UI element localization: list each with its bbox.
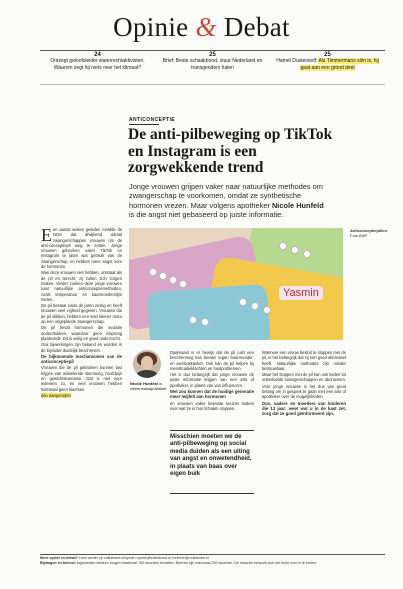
author-byline — [130, 381, 168, 391]
drop-cap: E — [41, 225, 52, 245]
footer-text: Ingezonden stukken mogen maximaal 750 woorden bevatten. Brieven zijn maximaal 200 woorden. De redactie behoudt zich het recht voor in te korten. — [76, 560, 317, 565]
pullquote-rule-bottom — [170, 493, 254, 494]
highlighted-text: dan aangeraden — [41, 392, 71, 398]
teaser-item[interactable] — [155, 52, 270, 78]
caption-credit: Foto ANP — [350, 233, 368, 238]
pill-brand-label: Yasmin — [279, 286, 323, 300]
section-masthead — [0, 12, 403, 43]
pill — [201, 318, 209, 326]
teaser-item[interactable] — [40, 52, 155, 78]
article-intro — [129, 182, 329, 219]
body-paragraph: Wanneer een vrouw besluit te stoppen met de pil, is het belangrijk dat zij een goed alternatief heeft. Natuurlijke methodes zijn minder betrouwbaar. — [262, 350, 346, 371]
body-column-left — [41, 227, 122, 399]
masthead-word-debat: Debat — [223, 12, 290, 42]
body-closing: Dus, vaders en moeders van kinderen die 12 jaar: weet wat u in de kast zet, zorg dat ze goed geïnformeerd zijn. — [262, 400, 346, 417]
intro-text: Jonge vrouwen grijpen vaker naar natuurlijke methodes om zwangerschap te voorkomen, omdat ze synthetische hormonen vrezen. Maar volgens apotheker — [129, 182, 323, 210]
masthead-word-opinie: Opinie — [113, 12, 189, 42]
article-photo — [129, 228, 343, 340]
pill — [179, 280, 187, 288]
body-paragraph: Vrouwen die de pil gebruiken kunnen last krijgen van wisselende stemming, hoofdpijn en gewichtstoename. Dat is niet voor iedereen zo, en veel vrouwen hebben helemaal geen klachten. — [41, 365, 122, 392]
footer-text: Lees verder op volkskrant.nl/opinie | opinie@volkskrant.nl | brieven@volkskrant.nl — [78, 556, 209, 560]
pill — [279, 242, 287, 250]
article-kicker: ANTICONCEPTIE — [129, 117, 176, 123]
pill — [251, 302, 259, 310]
body-paragraph: Daarnaast is er bewijs dat de pil juist een bescherming kan bieden tegen baarmoeder- en eierstokkanker. Ook kan de pil helpen bij menstruatieklachten en huidproblemen. — [170, 350, 254, 371]
header-rule — [40, 50, 385, 51]
body-paragraph: Ook bijwerkingen zijn bekend en worden in de bijsluiter duidelijk beschreven. — [41, 342, 122, 353]
article-headline: De anti-pilbeweging op TikTok en Instagram is een zorgwekkende trend — [128, 126, 333, 176]
pill-strip — [147, 284, 272, 340]
pullquote-rule-top — [170, 430, 254, 431]
avatar-face — [141, 356, 153, 370]
author-role: is ziekenhuisapotheker — [130, 381, 167, 391]
footer-rule — [40, 554, 385, 555]
teaser-page-number: 24 — [94, 52, 101, 58]
teaser-text: Brief: Beste schaakbond, stuur Nederland en transgenders halen — [162, 58, 263, 71]
masthead-ampersand: & — [195, 12, 217, 42]
avatar-body — [136, 370, 158, 378]
pill — [169, 276, 177, 284]
body-column-right — [262, 350, 346, 418]
body-column-middle — [170, 350, 254, 412]
intro-author: Nicole Hunfeld — [271, 200, 324, 210]
body-paragraph: en aantal weken geleden meldde de NOS dat afwijkend aantal zwangerschappen vrouwen om de anti-conceptiepil weg te zetten. Jonge vrouwen gebruiken vaker TikTok en Instagram te laten wat gebruik van de zwangerschap, en hebben meer angst voor de hormonen. — [41, 227, 122, 270]
pill — [149, 268, 157, 276]
body-paragraph: Voor jonge vrouwen is het dus van groot belang om in gesprek te gaan met een arts of apotheker over de mogelijkheden. — [262, 383, 346, 400]
teaser-text: Hamet Dusterwolf: — [276, 58, 318, 65]
pill — [291, 246, 299, 254]
body-subheading: Wel zou kunnen dat de huidige generatie meer twijfelt aan hormonen — [170, 389, 254, 400]
teaser-item[interactable] — [270, 52, 385, 78]
body-paragraph: De pil bestaat sinds de jaren zestig en heeft vrouwen veel vrijheid gegeven. Vrouwen die de pil slikken, hebben een veel kleiner risico op een ongeplande zwangerschap. — [41, 303, 122, 325]
teaser-text: Ontzegt geloofsleider waterrechtaktivisten. Waarom zegt hij niets over het klimaat? — [50, 58, 145, 71]
author-name: Nicole Hunfeld — [130, 381, 159, 386]
pill — [159, 272, 167, 280]
page-footer — [40, 556, 385, 565]
footer-label: Bijdragen en brieven — [40, 560, 76, 565]
body-paragraph: Maar het stoppen met de pil kan ook leiden tot onbedoelde zwangerschappen en abortussen. — [262, 372, 346, 383]
pill — [263, 306, 271, 314]
author-avatar — [133, 350, 161, 378]
teaser-bar — [40, 52, 385, 78]
body-subheading: De bijkomende mechanismen van de anticonceptiepil — [41, 353, 122, 365]
caption-title: Anticonceptiepillen. — [350, 228, 389, 233]
teaser-highlight: Als Timmermans slim is, hij gaat aan een grond deel — [300, 58, 379, 71]
kicker-rule — [129, 124, 159, 125]
teaser-page-number: 25 — [324, 52, 331, 58]
body-paragraph: en vrouwen vaker bewuste keuzes maken over wat ze in hun lichaam stoppen. — [170, 400, 254, 411]
intro-text-end: is die angst niet gebaseerd op juiste informatie. — [129, 209, 284, 219]
pill — [189, 316, 197, 324]
body-paragraph: Het is dus belangrijk dat jonge vrouwen de juiste informatie krijgen van een arts of apotheker, in plaats van van influencers. — [170, 372, 254, 388]
pill — [239, 298, 247, 306]
header-rule-secondary — [40, 84, 385, 85]
pill — [303, 250, 311, 258]
body-paragraph: Was deze vrouwen niet hebben, ontstaat als de pil en terecht, zij zullen zich zorgen maken. Verder zoeken deze jonge vrouwen naar natuurlijke anticonceptiemethoden, zoals temperatuur en baarmoederslijm meten. — [41, 270, 122, 302]
body-paragraph: De pil bevat hormonen die ovulatie onderdrukken, waardoor geen eisprong plaatsvindt. Dit is veilig en goed onderzocht. — [41, 325, 122, 341]
pull-quote: Misschien moeten we de anti-pilbeweging op social media duiden als een uiting van angst en onwetendheid, in plaats van baas over eigen buik — [170, 433, 252, 478]
teaser-page-number: 25 — [209, 52, 216, 58]
footer-label: Meer opinie en debat? — [40, 556, 78, 560]
photo-caption — [350, 228, 389, 238]
